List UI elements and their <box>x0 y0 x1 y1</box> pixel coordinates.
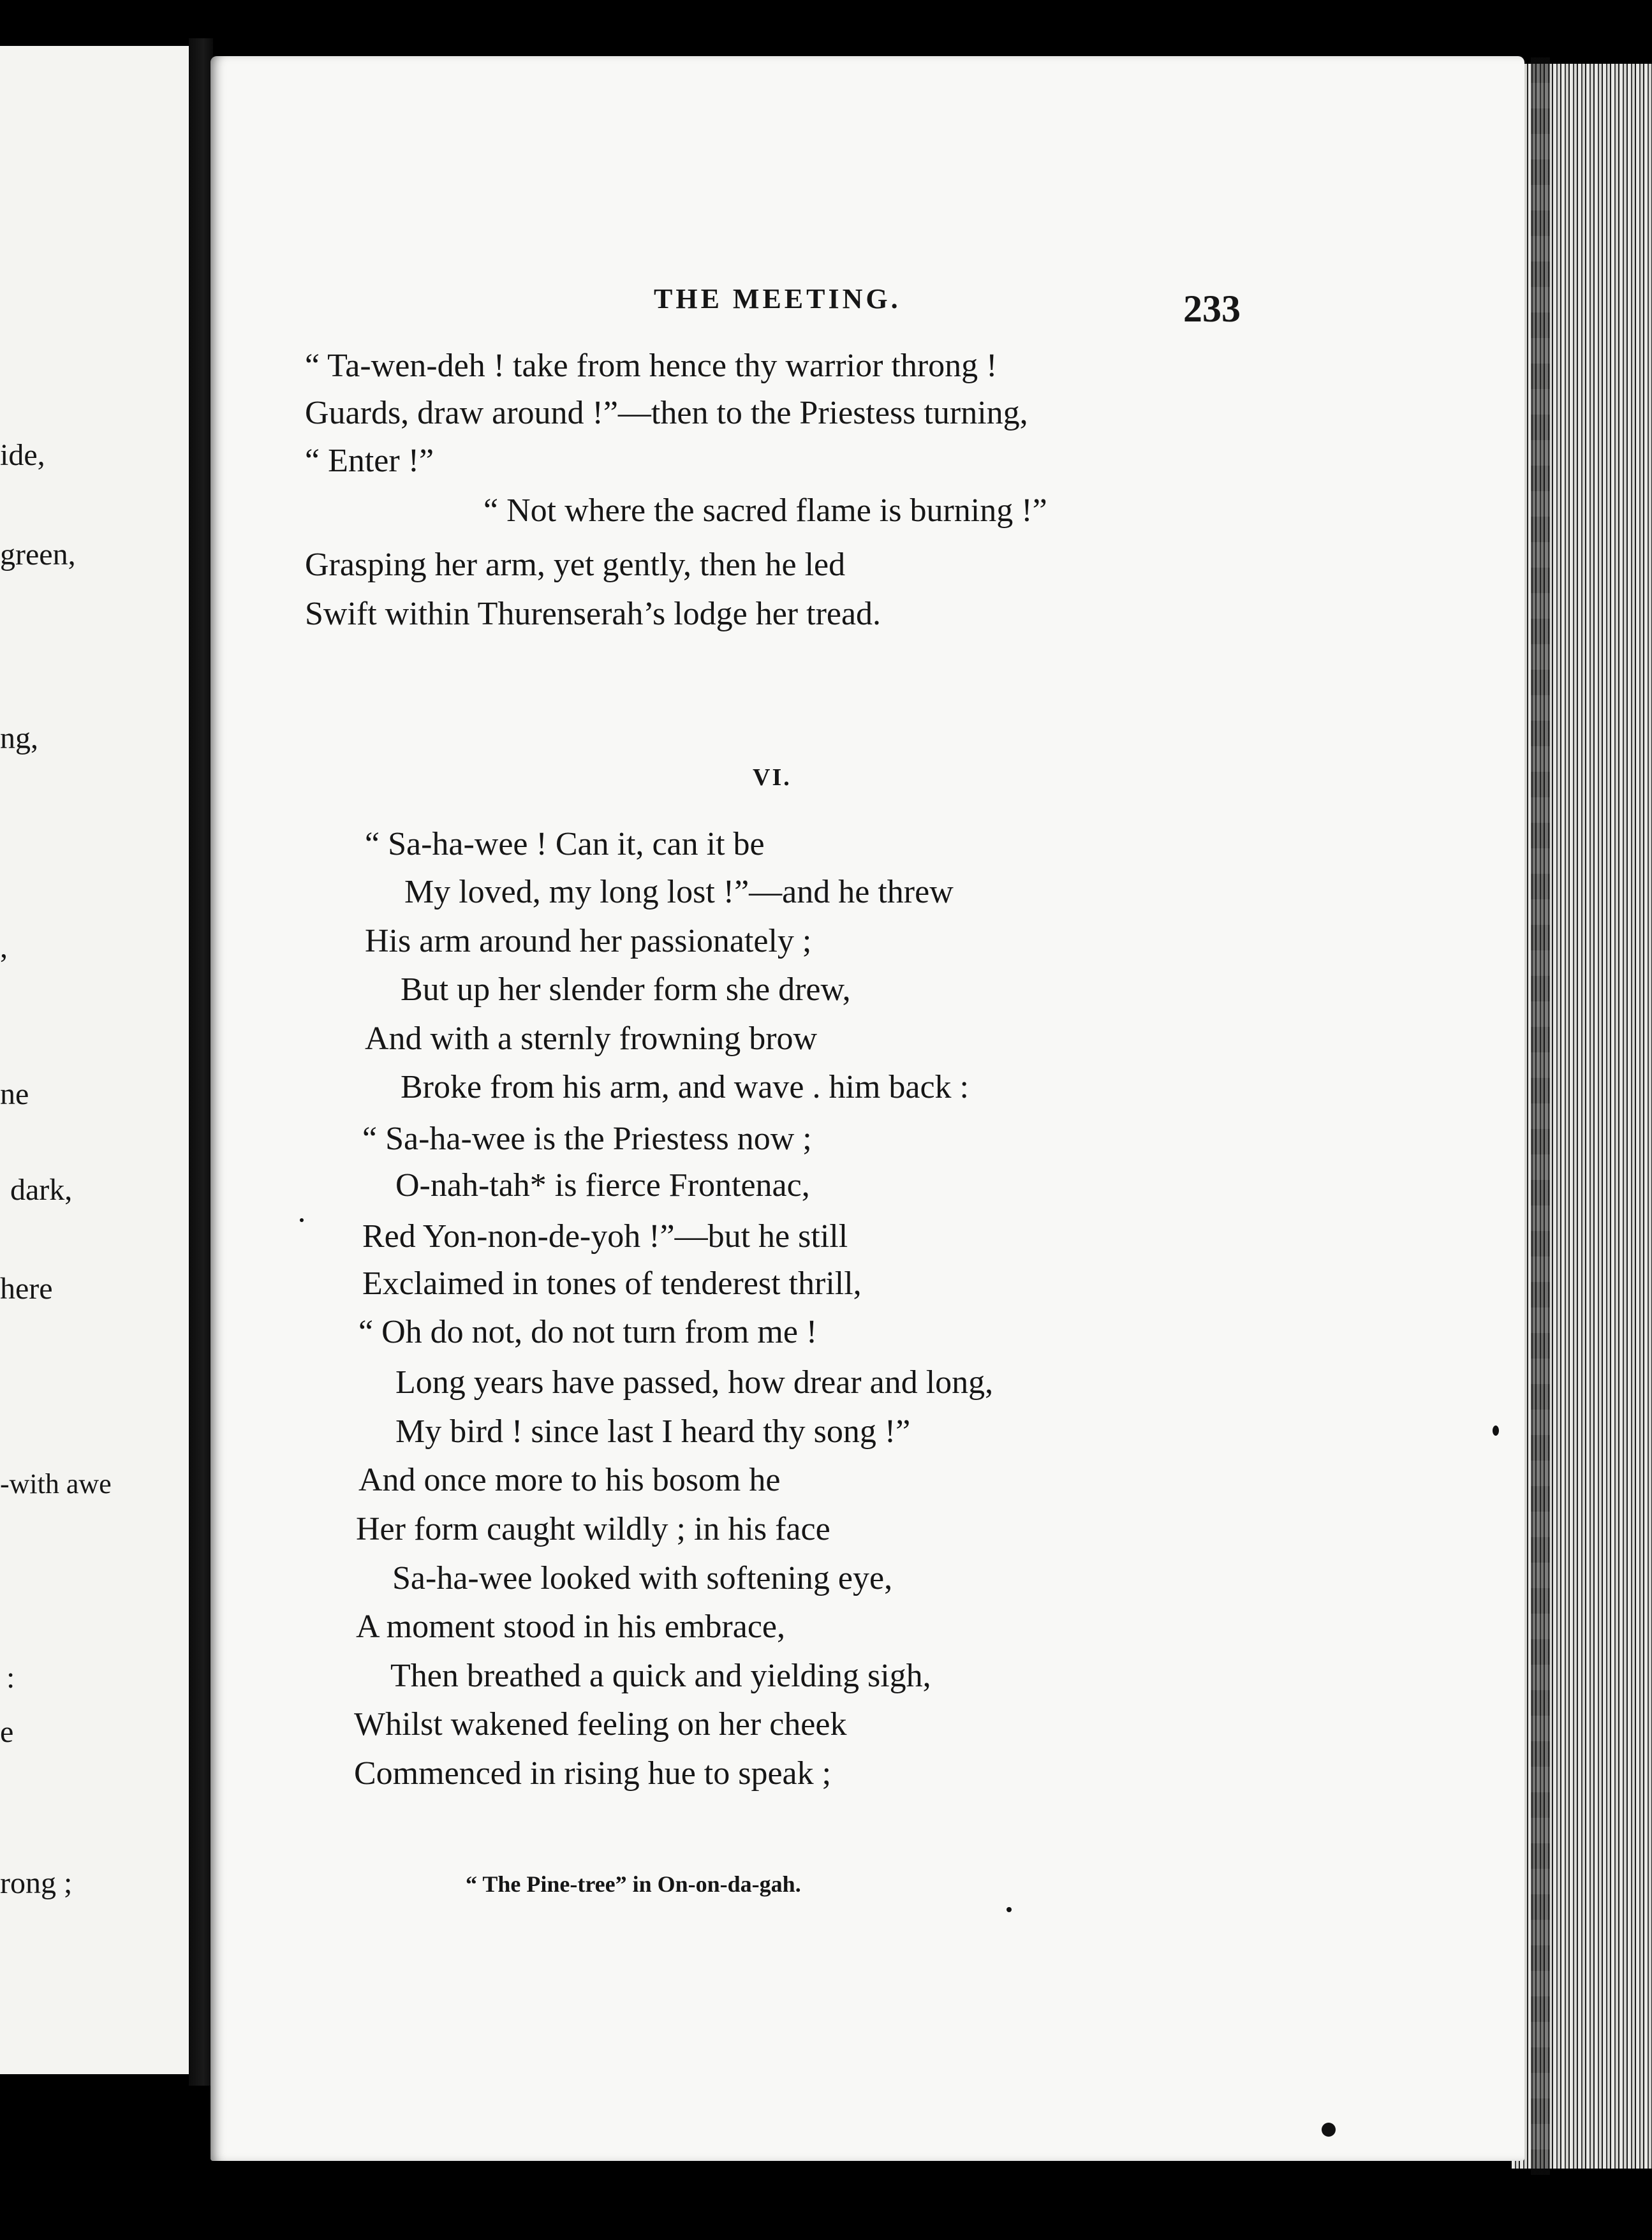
print-speck <box>1322 2123 1336 2137</box>
book-gutter <box>189 38 213 2086</box>
verse-line: My bird ! since last I heard thy song !” <box>395 1413 911 1450</box>
verse-line: “ Sa-ha-wee ! Can it, can it be <box>365 826 765 862</box>
verse-line: Her form caught wildly ; in his face <box>356 1511 830 1547</box>
facing-page-line: ne <box>0 1077 29 1111</box>
verse-line: Sa-ha-wee looked with softening eye, <box>392 1560 893 1596</box>
verse-line: “ Ta-wen-deh ! take from hence thy warrior throng ! <box>305 348 998 384</box>
verse-line: My loved, my long lost !”—and he threw <box>404 874 954 910</box>
verse-line: O-nah-tah* is fierce Frontenac, <box>395 1167 810 1204</box>
verse-line: “ Enter !” <box>305 443 434 479</box>
facing-page-line: -with awe <box>0 1468 112 1499</box>
verse-line: Swift within Thurenserah’s lodge her tread. <box>305 596 881 632</box>
verse-line: Broke from his arm, and wave . him back : <box>401 1069 969 1105</box>
facing-page-line: rong ; <box>0 1866 73 1900</box>
footnote: “ The Pine-tree” in On-on-da-gah. <box>466 1871 801 1897</box>
running-head: THE MEETING. <box>654 283 901 314</box>
verse-line: A moment stood in his embrace, <box>356 1609 786 1645</box>
facing-page-line: : <box>6 1661 15 1695</box>
verse-line: His arm around her passionately ; <box>365 923 812 959</box>
verse-line: “ Not where the sacred flame is burning !” <box>483 492 1047 529</box>
facing-page-fragment <box>0 46 195 2074</box>
facing-page-line: ng, <box>0 721 38 755</box>
verse-line: Long years have passed, how drear and long, <box>395 1364 994 1401</box>
verse-line: And with a sternly frowning brow <box>365 1021 818 1057</box>
section-number: VI. <box>753 764 792 791</box>
page-edges-shadow <box>1531 57 1550 2175</box>
verse-line: “ Oh do not, do not turn from me ! <box>358 1314 818 1350</box>
page-number: 233 <box>1183 288 1241 330</box>
verse-line: Exclaimed in tones of tenderest thrill, <box>362 1265 862 1302</box>
verse-line: Grasping her arm, yet gently, then he led <box>305 547 846 583</box>
print-speck <box>300 1218 304 1222</box>
verse-line: Then breathed a quick and yielding sigh, <box>390 1658 931 1694</box>
verse-line: Whilst wakened feeling on her cheek <box>354 1706 847 1743</box>
verse-line: Commenced in rising hue to speak ; <box>354 1755 832 1792</box>
print-speck <box>1007 1907 1012 1912</box>
verse-line: “ Sa-ha-wee is the Priestess now ; <box>362 1121 812 1157</box>
verse-line: Guards, draw around !”—then to the Priestess turning, <box>305 395 1028 431</box>
facing-page-line: green, <box>0 538 76 571</box>
facing-page-line: , <box>0 931 8 964</box>
verse-line: And once more to his bosom he <box>358 1462 781 1498</box>
facing-page-line: dark, <box>10 1173 73 1207</box>
print-speck <box>1493 1426 1499 1436</box>
facing-page-line: ide, <box>0 438 45 472</box>
facing-page-line: e <box>0 1715 14 1749</box>
verse-line: But up her slender form she drew, <box>401 971 851 1008</box>
facing-page-line: here <box>0 1272 53 1306</box>
verse-line: Red Yon-non-de-yoh !”—but he still <box>362 1218 848 1255</box>
